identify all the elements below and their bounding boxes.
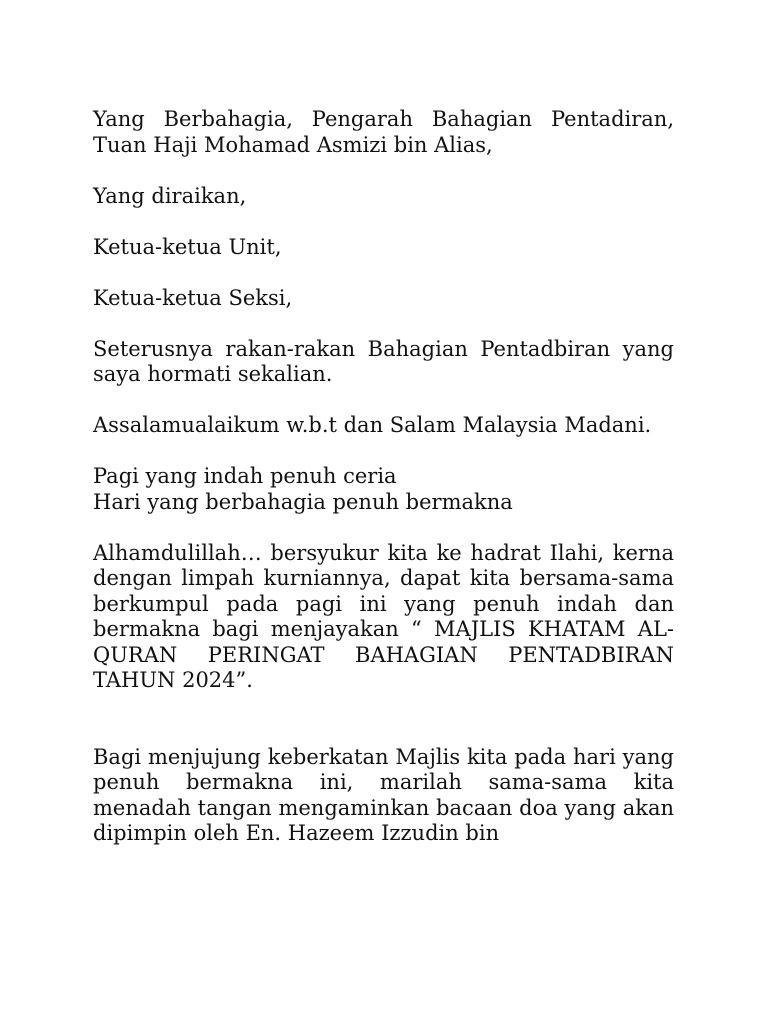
document-page xyxy=(93,107,674,872)
salutation-unit-heads: Ketua-ketua Unit, xyxy=(93,234,282,259)
salutation-director: Yang Berbahagia, Pengarah Bahagian Pentadiran, Tuan Haji Mohamad Asmizi bin Alias, xyxy=(93,107,674,157)
verse-line-2: Hari yang berbahagia penuh bermakna xyxy=(93,489,513,514)
salutation-honoured: Yang diraikan, xyxy=(93,183,247,208)
prayer-paragraph: Bagi menjujung keberkatan Majlis kita pada hari yang penuh bermakna ini, marilah sama-sama kita menadah tangan mengaminkan bacaan doa yang akan dipimpin oleh En. Hazeem Izzudin bin xyxy=(93,744,674,845)
greeting: Assalamualaikum w.b.t dan Salam Malaysia Madani. xyxy=(93,413,652,437)
salutation-section-heads: Ketua-ketua Seksi, xyxy=(93,285,293,310)
salutation-colleagues: Seterusnya rakan-rakan Bahagian Pentadbiran yang saya hormati sekalian. xyxy=(93,336,674,386)
verse-line-1: Pagi yang indah penuh ceria xyxy=(93,464,397,488)
opening-paragraph: Alhamdulillah… bersyukur kita ke hadrat Ilahi, kerna dengan limpah kurniannya, dapat kita bersama-sama berkumpul pada pagi ini yang penuh indah dan bermakna bagi menjayakan “ MAJLIS KHATAM AL-QURAN PERINGAT BAHAGIAN PENTADBIRAN TAHUN 2024”. xyxy=(93,540,674,692)
verse xyxy=(93,464,674,515)
